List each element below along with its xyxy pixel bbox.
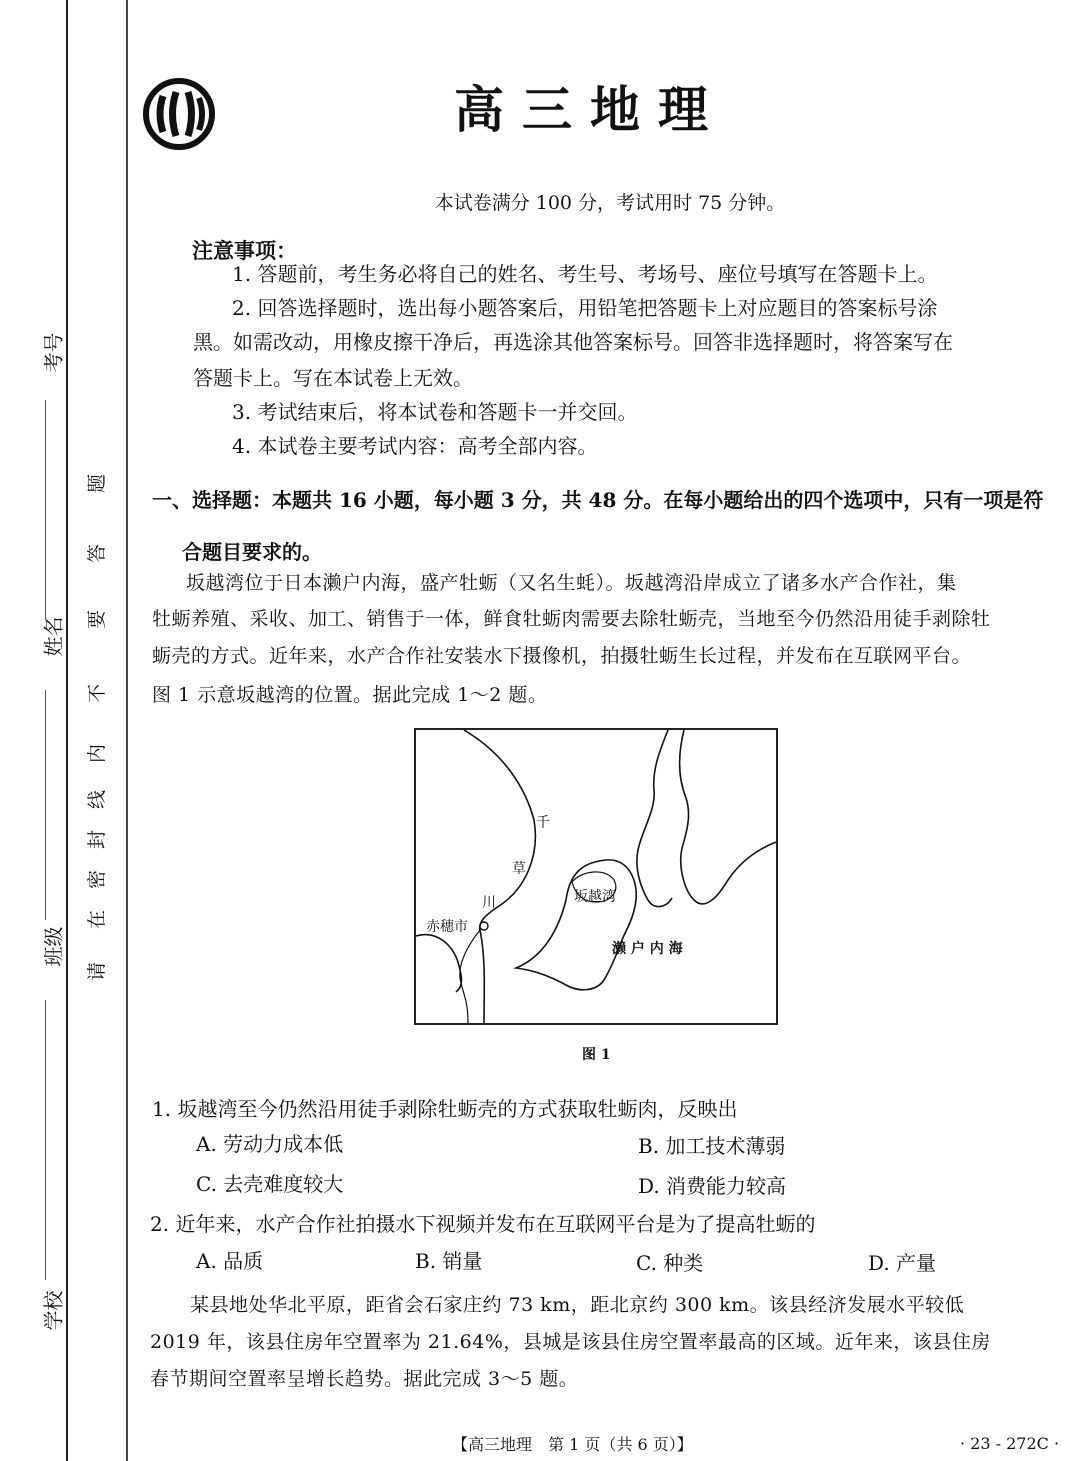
question-2-option-b: B. 销量 xyxy=(415,1249,483,1273)
notice-line: 答题卡上。写在本试卷上无效。 xyxy=(193,366,473,390)
coastline-southwest xyxy=(416,935,462,992)
bay-coast xyxy=(516,860,636,990)
coastline-east-a xyxy=(637,730,672,907)
question-2-option-c: C. 种类 xyxy=(636,1251,704,1275)
exam-code: · 23 - 272C · xyxy=(960,1434,1060,1453)
question-2-option-a: A. 品质 xyxy=(196,1249,264,1273)
section-heading: 一、选择题：本题共 16 小题，每小题 3 分，共 48 分。在每小题给出的四个选项中，只有一项是符 xyxy=(152,488,1044,512)
seal-char: 题 xyxy=(86,473,109,494)
question-1-option-b: B. 加工技术薄弱 xyxy=(638,1134,786,1158)
binding-strip xyxy=(0,0,130,1461)
exam-info: 本试卷满分 100 分，考试用时 75 分钟。 xyxy=(434,192,786,214)
passage-line: 牡蛎养殖、采收、加工、销售于一体，鲜食牡蛎肉需要去除牡蛎壳，当地至今仍然沿用徒手剥除牡 xyxy=(152,608,991,630)
figure-caption: 图 1 xyxy=(582,1047,611,1063)
notice-line: 2. 回答选择题时，选出每小题答案后，用铅笔把答题卡上对应题目的答案标号涂 xyxy=(232,296,938,320)
coastline-inner xyxy=(460,930,480,1023)
passage-line: 坂越湾位于日本濑户内海，盛产牡蛎（又名生蚝）。坂越湾沿岸成立了诸多水产合作社，集 xyxy=(186,572,957,594)
river-label: 草 xyxy=(512,861,526,877)
question-1-option-d: D. 消费能力较高 xyxy=(638,1174,787,1198)
question-1-stem: 1. 坂越湾至今仍然沿用徒手剥除牡蛎壳的方式获取牡蛎肉，反映出 xyxy=(152,1097,738,1121)
seal-char: 不 xyxy=(86,683,109,704)
question-1-option-c: C. 去壳难度较大 xyxy=(196,1172,344,1196)
field-school-label: 学校 xyxy=(41,1290,66,1331)
field-exam-number-label: 考号 xyxy=(41,332,66,373)
page-footer: 【高三地理 第 1 页（共 6 页）】 xyxy=(452,1435,693,1454)
field-class-label: 班级 xyxy=(41,926,66,967)
margin-rule xyxy=(126,0,128,1461)
coastline-east-b xyxy=(680,730,776,904)
city-marker-icon xyxy=(480,922,488,930)
seal-char: 答 xyxy=(86,543,109,564)
passage-line: 图 1 示意坂越湾的位置。据此完成 1～2 题。 xyxy=(152,684,548,706)
seal-char: 在 xyxy=(86,909,109,930)
seal-char: 线 xyxy=(86,789,109,810)
field-line xyxy=(45,690,46,920)
river-label: 千 xyxy=(536,815,550,831)
field-name-label: 姓名 xyxy=(41,616,66,657)
field-line xyxy=(45,1000,46,1280)
seal-char: 密 xyxy=(86,869,109,890)
coastline-map xyxy=(416,730,776,1023)
passage2-line: 春节期间空置率呈增长趋势。据此完成 3～5 题。 xyxy=(150,1368,579,1390)
seal-char: 要 xyxy=(86,609,109,630)
seal-char: 内 xyxy=(86,743,109,764)
seal-char: 封 xyxy=(86,829,109,850)
question-2-stem: 2. 近年来，水产合作社拍摄水下视频并发布在互联网平台是为了提高牡蛎的 xyxy=(150,1212,816,1236)
passage-line: 蛎壳的方式。近年来，水产合作社安装水下摄像机，拍摄牡蛎生长过程，并发布在互联网平台。 xyxy=(152,645,972,667)
notice-line: 1. 答题前，考生务必将自己的姓名、考生号、考场号、座位号填写在答题卡上。 xyxy=(232,262,938,286)
passage2-line: 某县地处华北平原，距省会石家庄约 73 km，距北京约 300 km。该县经济发展水平较低 xyxy=(190,1294,965,1316)
page-title: 高三地理 xyxy=(454,80,726,139)
river-label: 川 xyxy=(482,895,496,911)
city-label: 赤穗市 xyxy=(426,919,468,935)
question-1-option-a: A. 劳动力成本低 xyxy=(196,1132,344,1156)
bay-label: 坂越湾 xyxy=(574,889,616,905)
notice-heading: 注意事项： xyxy=(192,238,297,263)
cut-line xyxy=(66,0,68,1461)
passage2-line: 2019 年，该县住房年空置率为 21.64%，县城是该县住房空置率最高的区域。近年来，该县住房 xyxy=(150,1331,991,1353)
notice-line: 4. 本试卷主要考试内容：高考全部内容。 xyxy=(232,434,598,458)
map-figure xyxy=(414,728,778,1025)
sea-label: 濑 户 内 海 xyxy=(612,941,683,957)
field-line xyxy=(45,400,46,620)
section-heading-cont: 合题目要求的。 xyxy=(182,540,322,564)
seal-char: 请 xyxy=(86,961,109,982)
notice-line: 黑。如需改动，用橡皮擦干净后，再选涂其他答案标号。回答非选择题时，将答案写在 xyxy=(193,330,953,354)
notice-line: 3. 考试结束后，将本试卷和答题卡一并交回。 xyxy=(232,400,638,424)
question-2-option-d: D. 产量 xyxy=(868,1251,937,1275)
